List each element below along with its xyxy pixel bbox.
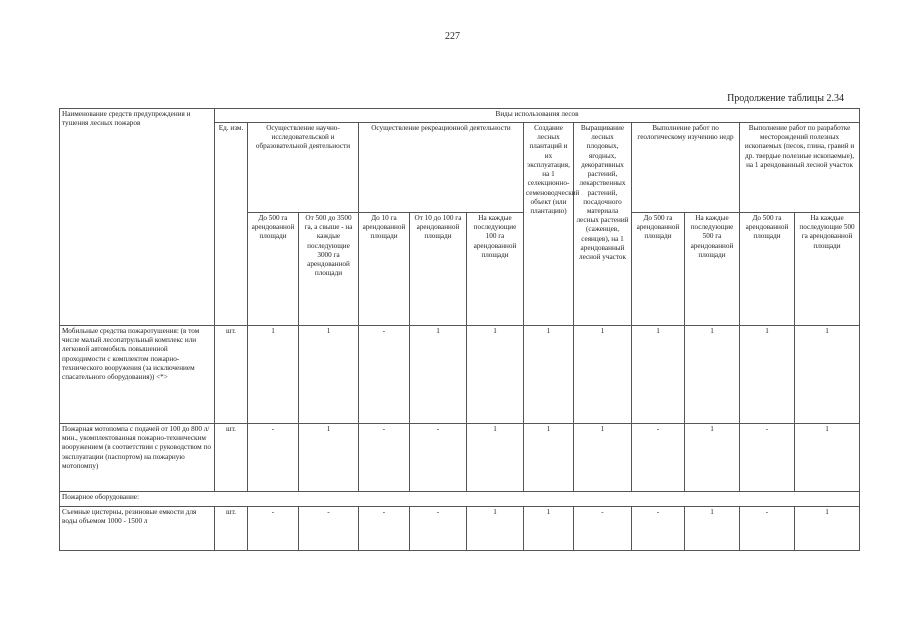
row-unit: шт. [215,507,248,551]
cell-value: 1 [299,326,359,424]
cell-value: 1 [740,326,795,424]
header-research: Осуществление научно-исследовательской и образовательной деятельности [248,123,359,213]
cell-value: - [410,507,467,551]
cell-value: 1 [632,326,685,424]
cell-value: - [359,424,410,492]
cell-value: - [740,507,795,551]
table-row [60,424,860,492]
header-minerals-sub2: На каждые последующие 500 га арендованной площади [795,213,860,326]
cell-value: 1 [410,326,467,424]
row-name: Пожарная мотопомпа с подачей от 100 до 800 л/мин., укомплектованная пожарно-техническим вооружением (в соответствии с руководством по эксплуатации (паспортом) на пожарную мотопомпу) [60,424,215,492]
header-plantations: Создание лесных плантаций и их эксплуатация, на 1 селекционно-семеноводческий объект (или плантацию) [524,123,574,326]
cell-value: 1 [685,507,740,551]
header-minerals: Выполнение работ по разработке месторождений полезных ископаемых (песок, глина, гравий и др. твердые полезные ископаемые), на 1 арендованный лесной участок [740,123,860,213]
cell-value: - [359,326,410,424]
row-name: Мобильные средства пожаротушения: (в том числе малый лесопатрульный комплекс или легковой автомобиль повышенной проходимости с комплектом пожарно-технического вооружения (за исключением спасательного оборудования)) <*> [60,326,215,424]
cell-value: 1 [524,326,574,424]
cell-value: 1 [795,326,860,424]
cell-value: - [574,507,632,551]
header-recreation-sub3: На каждые последующие 100 га арендованной площади [467,213,524,326]
header-name-column: Наименование средств предупреждения и тушения лесных пожаров [60,109,215,326]
header-forest-use-types: Виды использования лесов [215,109,860,123]
header-geology-sub2: На каждые последующие 500 га арендованной площади [685,213,740,326]
cell-value: - [299,507,359,551]
cell-value: - [359,507,410,551]
cell-value: 1 [299,424,359,492]
header-recreation-sub2: От 10 до 100 га арендованной площади [410,213,467,326]
cell-value: - [248,507,299,551]
cell-value: 1 [795,507,860,551]
cell-value: - [632,424,685,492]
header-recreation-sub1: До 10 га арендованной площади [359,213,410,326]
cell-value: - [740,424,795,492]
cell-value: - [632,507,685,551]
row-name: Съемные цистерны, резиновые емкости для воды объемом 1000 - 1500 л [60,507,215,551]
cell-value: - [248,424,299,492]
cell-value: - [410,424,467,492]
cell-value: 1 [574,424,632,492]
page-number: 227 [445,31,460,42]
section-heading: Пожарное оборудование: [60,492,860,507]
cell-value: 1 [685,326,740,424]
row-unit: шт. [215,326,248,424]
table-row [60,507,860,551]
header-geology: Выполнение работ по геологическому изучению недр [632,123,740,213]
header-unit: Ед. изм. [215,123,248,326]
header-growing: Выращивание лесных плодовых, ягодных, декоративных растений, лекарственных растений, посадочного материала лесных растений (саженцев, сеянцев), на 1 арендованный лесной участок [574,123,632,326]
header-recreation: Осуществление рекреационной деятельности [359,123,524,213]
cell-value: 1 [795,424,860,492]
cell-value: 1 [524,424,574,492]
cell-value: 1 [685,424,740,492]
header-research-sub2: От 500 до 3500 га, а свыше - на каждые последующие 3000 га арендованной площади [299,213,359,326]
header-geology-sub1: До 500 га арендованной площади [632,213,685,326]
cell-value: 1 [248,326,299,424]
table-row [60,326,860,424]
header-research-sub1: До 500 га арендованной площади [248,213,299,326]
fire-prevention-equipment-table [59,108,860,551]
header-minerals-sub1: До 500 га арендованной площади [740,213,795,326]
cell-value: 1 [524,507,574,551]
row-unit: шт. [215,424,248,492]
cell-value: 1 [467,424,524,492]
cell-value: 1 [467,507,524,551]
table-continuation-label: Продолжение таблицы 2.34 [727,93,844,104]
cell-value: 1 [574,326,632,424]
cell-value: 1 [467,326,524,424]
table-section-row [60,492,860,507]
